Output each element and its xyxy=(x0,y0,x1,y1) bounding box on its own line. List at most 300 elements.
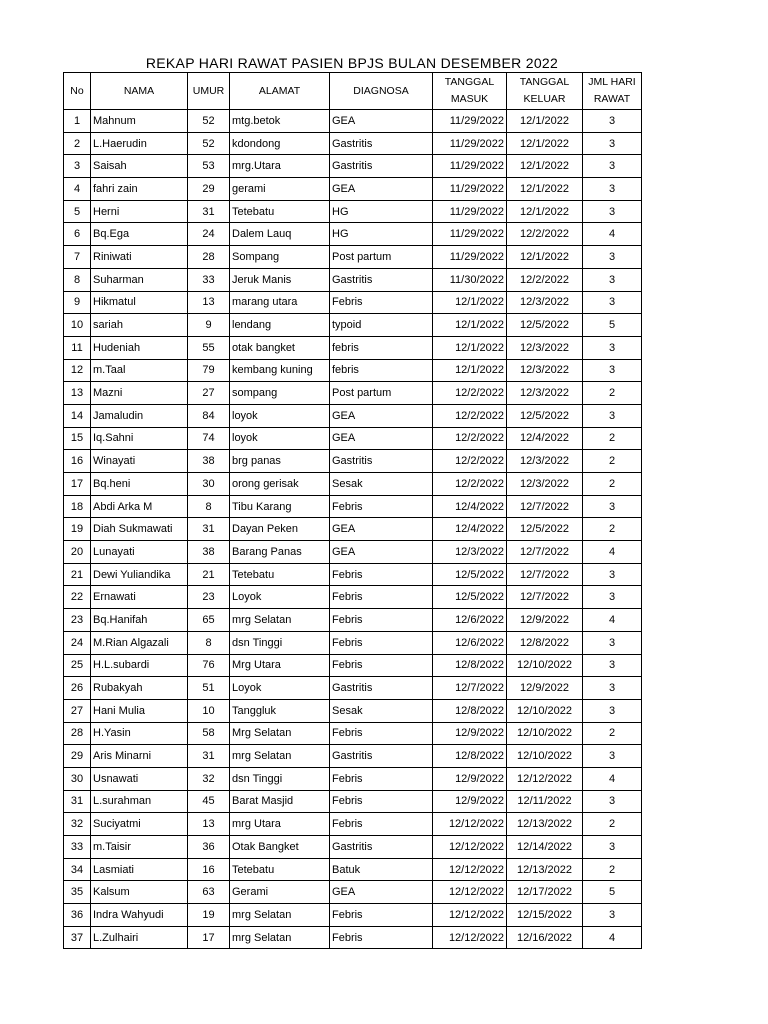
table-row xyxy=(64,382,642,405)
cell-nama: L.surahman xyxy=(91,790,188,813)
cell-umur: 63 xyxy=(188,881,230,904)
cell-umur: 31 xyxy=(188,745,230,768)
table-row xyxy=(64,654,642,677)
cell-jml-hari-rawat: 3 xyxy=(583,563,642,586)
table-header xyxy=(64,73,642,110)
cell-diagnosa: Febris xyxy=(330,586,433,609)
cell-alamat: mrg Utara xyxy=(230,813,330,836)
cell-jml-hari-rawat: 5 xyxy=(583,314,642,337)
cell-diagnosa: GEA xyxy=(330,881,433,904)
cell-alamat: Loyok xyxy=(230,586,330,609)
cell-nama: m.Taisir xyxy=(91,836,188,859)
cell-diagnosa: Febris xyxy=(330,722,433,745)
cell-alamat: orong gerisak xyxy=(230,473,330,496)
table-row xyxy=(64,314,642,337)
cell-no: 34 xyxy=(64,858,91,881)
cell-diagnosa: Febris xyxy=(330,813,433,836)
cell-jml-hari-rawat: 2 xyxy=(583,858,642,881)
cell-umur: 17 xyxy=(188,926,230,949)
cell-diagnosa: HG xyxy=(330,200,433,223)
cell-tanggal-keluar: 12/17/2022 xyxy=(507,881,583,904)
cell-no: 27 xyxy=(64,699,91,722)
cell-alamat: Dayan Peken xyxy=(230,518,330,541)
cell-nama: Rubakyah xyxy=(91,677,188,700)
cell-tanggal-masuk: 12/5/2022 xyxy=(433,563,507,586)
cell-umur: 30 xyxy=(188,473,230,496)
header-tanggal-keluar-line2: KELUAR xyxy=(523,93,566,105)
cell-tanggal-keluar: 12/3/2022 xyxy=(507,473,583,496)
cell-jml-hari-rawat: 3 xyxy=(583,495,642,518)
table-row xyxy=(64,881,642,904)
cell-alamat: Tetebatu xyxy=(230,200,330,223)
cell-jml-hari-rawat: 3 xyxy=(583,246,642,269)
cell-tanggal-masuk: 11/29/2022 xyxy=(433,223,507,246)
cell-tanggal-masuk: 12/2/2022 xyxy=(433,427,507,450)
cell-tanggal-keluar: 12/1/2022 xyxy=(507,132,583,155)
cell-jml-hari-rawat: 2 xyxy=(583,427,642,450)
cell-jml-hari-rawat: 2 xyxy=(583,382,642,405)
cell-nama: Aris Minarni xyxy=(91,745,188,768)
cell-umur: 52 xyxy=(188,132,230,155)
cell-umur: 28 xyxy=(188,246,230,269)
cell-tanggal-keluar: 12/4/2022 xyxy=(507,427,583,450)
cell-jml-hari-rawat: 4 xyxy=(583,609,642,632)
cell-tanggal-masuk: 12/9/2022 xyxy=(433,767,507,790)
cell-alamat: Tetebatu xyxy=(230,858,330,881)
cell-diagnosa: Batuk xyxy=(330,858,433,881)
cell-nama: Herni xyxy=(91,200,188,223)
cell-jml-hari-rawat: 3 xyxy=(583,404,642,427)
cell-no: 2 xyxy=(64,132,91,155)
cell-no: 14 xyxy=(64,404,91,427)
cell-jml-hari-rawat: 5 xyxy=(583,881,642,904)
cell-jml-hari-rawat: 2 xyxy=(583,473,642,496)
header-diagnosa: DIAGNOSA xyxy=(330,73,433,110)
cell-nama: M.Rian Algazali xyxy=(91,631,188,654)
table-row xyxy=(64,926,642,949)
cell-tanggal-keluar: 12/3/2022 xyxy=(507,336,583,359)
cell-tanggal-keluar: 12/1/2022 xyxy=(507,246,583,269)
cell-umur: 58 xyxy=(188,722,230,745)
cell-nama: Usnawati xyxy=(91,767,188,790)
cell-no: 11 xyxy=(64,336,91,359)
cell-nama: Bq.Ega xyxy=(91,223,188,246)
cell-tanggal-keluar: 12/5/2022 xyxy=(507,404,583,427)
cell-nama: Hikmatul xyxy=(91,291,188,314)
cell-tanggal-keluar: 12/8/2022 xyxy=(507,631,583,654)
table-row xyxy=(64,246,642,269)
cell-diagnosa: Febris xyxy=(330,291,433,314)
cell-alamat: loyok xyxy=(230,427,330,450)
cell-umur: 79 xyxy=(188,359,230,382)
cell-umur: 32 xyxy=(188,767,230,790)
cell-tanggal-masuk: 12/1/2022 xyxy=(433,291,507,314)
cell-jml-hari-rawat: 3 xyxy=(583,904,642,927)
cell-tanggal-masuk: 12/3/2022 xyxy=(433,541,507,564)
table-body xyxy=(64,110,642,949)
cell-umur: 24 xyxy=(188,223,230,246)
table-row xyxy=(64,450,642,473)
cell-umur: 31 xyxy=(188,200,230,223)
cell-alamat: Barat Masjid xyxy=(230,790,330,813)
cell-no: 31 xyxy=(64,790,91,813)
cell-alamat: dsn Tinggi xyxy=(230,631,330,654)
cell-alamat: mtg.betok xyxy=(230,110,330,133)
cell-no: 23 xyxy=(64,609,91,632)
cell-tanggal-masuk: 11/29/2022 xyxy=(433,200,507,223)
cell-jml-hari-rawat: 3 xyxy=(583,790,642,813)
cell-tanggal-keluar: 12/5/2022 xyxy=(507,518,583,541)
cell-tanggal-keluar: 12/13/2022 xyxy=(507,813,583,836)
cell-tanggal-masuk: 12/2/2022 xyxy=(433,382,507,405)
cell-diagnosa: Gastritis xyxy=(330,132,433,155)
table-row xyxy=(64,722,642,745)
cell-tanggal-masuk: 12/1/2022 xyxy=(433,359,507,382)
cell-nama: Lasmiati xyxy=(91,858,188,881)
cell-tanggal-keluar: 12/11/2022 xyxy=(507,790,583,813)
cell-tanggal-keluar: 12/3/2022 xyxy=(507,359,583,382)
cell-diagnosa: Gastritis xyxy=(330,268,433,291)
cell-tanggal-masuk: 11/29/2022 xyxy=(433,178,507,201)
cell-jml-hari-rawat: 4 xyxy=(583,541,642,564)
cell-nama: Saisah xyxy=(91,155,188,178)
table-row xyxy=(64,223,642,246)
cell-tanggal-keluar: 12/7/2022 xyxy=(507,586,583,609)
cell-alamat: loyok xyxy=(230,404,330,427)
cell-alamat: mrg.Utara xyxy=(230,155,330,178)
cell-diagnosa: Febris xyxy=(330,609,433,632)
cell-diagnosa: Gastritis xyxy=(330,677,433,700)
cell-no: 26 xyxy=(64,677,91,700)
cell-alamat: dsn Tinggi xyxy=(230,767,330,790)
page-title: REKAP HARI RAWAT PASIEN BPJS BULAN DESEMBER 2022 xyxy=(145,55,559,71)
cell-no: 20 xyxy=(64,541,91,564)
cell-diagnosa: Gastritis xyxy=(330,155,433,178)
cell-no: 13 xyxy=(64,382,91,405)
cell-no: 25 xyxy=(64,654,91,677)
cell-tanggal-keluar: 12/3/2022 xyxy=(507,291,583,314)
cell-alamat: Tetebatu xyxy=(230,563,330,586)
cell-umur: 53 xyxy=(188,155,230,178)
cell-jml-hari-rawat: 3 xyxy=(583,178,642,201)
cell-nama: Abdi Arka M xyxy=(91,495,188,518)
cell-jml-hari-rawat: 2 xyxy=(583,813,642,836)
cell-diagnosa: GEA xyxy=(330,404,433,427)
header-tanggal-keluar-line1: TANGGAL xyxy=(519,76,570,88)
cell-tanggal-masuk: 12/12/2022 xyxy=(433,904,507,927)
cell-jml-hari-rawat: 3 xyxy=(583,359,642,382)
table-row xyxy=(64,132,642,155)
cell-tanggal-keluar: 12/1/2022 xyxy=(507,155,583,178)
cell-diagnosa: febris xyxy=(330,336,433,359)
cell-nama: Ernawati xyxy=(91,586,188,609)
cell-tanggal-masuk: 12/12/2022 xyxy=(433,813,507,836)
cell-alamat: mrg Selatan xyxy=(230,609,330,632)
cell-jml-hari-rawat: 3 xyxy=(583,268,642,291)
cell-tanggal-keluar: 12/10/2022 xyxy=(507,699,583,722)
cell-nama: Indra Wahyudi xyxy=(91,904,188,927)
table-row xyxy=(64,291,642,314)
cell-umur: 8 xyxy=(188,495,230,518)
cell-tanggal-masuk: 12/2/2022 xyxy=(433,473,507,496)
cell-jml-hari-rawat: 4 xyxy=(583,767,642,790)
cell-nama: Mahnum xyxy=(91,110,188,133)
cell-no: 33 xyxy=(64,836,91,859)
cell-diagnosa: GEA xyxy=(330,427,433,450)
table-row xyxy=(64,745,642,768)
cell-no: 24 xyxy=(64,631,91,654)
cell-alamat: mrg Selatan xyxy=(230,904,330,927)
cell-tanggal-keluar: 12/1/2022 xyxy=(507,200,583,223)
cell-diagnosa: Febris xyxy=(330,790,433,813)
table-row xyxy=(64,563,642,586)
header-nama: NAMA xyxy=(91,73,188,110)
cell-jml-hari-rawat: 3 xyxy=(583,132,642,155)
table-row xyxy=(64,813,642,836)
cell-alamat: gerami xyxy=(230,178,330,201)
header-umur: UMUR xyxy=(188,73,230,110)
cell-tanggal-keluar: 12/3/2022 xyxy=(507,382,583,405)
cell-tanggal-keluar: 12/7/2022 xyxy=(507,495,583,518)
cell-nama: Bq.heni xyxy=(91,473,188,496)
cell-no: 16 xyxy=(64,450,91,473)
cell-umur: 21 xyxy=(188,563,230,586)
cell-diagnosa: GEA xyxy=(330,110,433,133)
cell-no: 1 xyxy=(64,110,91,133)
cell-jml-hari-rawat: 2 xyxy=(583,722,642,745)
cell-tanggal-masuk: 12/6/2022 xyxy=(433,631,507,654)
cell-no: 21 xyxy=(64,563,91,586)
cell-nama: Iq.Sahni xyxy=(91,427,188,450)
cell-jml-hari-rawat: 3 xyxy=(583,586,642,609)
cell-tanggal-masuk: 12/4/2022 xyxy=(433,495,507,518)
cell-diagnosa: Febris xyxy=(330,631,433,654)
cell-tanggal-masuk: 12/9/2022 xyxy=(433,722,507,745)
cell-alamat: Mrg Utara xyxy=(230,654,330,677)
cell-no: 18 xyxy=(64,495,91,518)
cell-alamat: mrg Selatan xyxy=(230,926,330,949)
cell-tanggal-masuk: 12/12/2022 xyxy=(433,836,507,859)
cell-umur: 84 xyxy=(188,404,230,427)
cell-nama: m.Taal xyxy=(91,359,188,382)
table-row xyxy=(64,836,642,859)
cell-umur: 8 xyxy=(188,631,230,654)
cell-diagnosa: Febris xyxy=(330,654,433,677)
cell-tanggal-keluar: 12/3/2022 xyxy=(507,450,583,473)
cell-umur: 31 xyxy=(188,518,230,541)
cell-alamat: brg panas xyxy=(230,450,330,473)
table-row xyxy=(64,178,642,201)
cell-no: 4 xyxy=(64,178,91,201)
table-row xyxy=(64,586,642,609)
cell-nama: Suharman xyxy=(91,268,188,291)
header-tanggal-masuk-line1: TANGGAL xyxy=(444,76,495,88)
cell-no: 30 xyxy=(64,767,91,790)
cell-alamat: mrg Selatan xyxy=(230,745,330,768)
table-row xyxy=(64,518,642,541)
cell-nama: Winayati xyxy=(91,450,188,473)
cell-diagnosa: Gastritis xyxy=(330,745,433,768)
cell-jml-hari-rawat: 2 xyxy=(583,450,642,473)
cell-tanggal-masuk: 12/1/2022 xyxy=(433,314,507,337)
cell-tanggal-keluar: 12/2/2022 xyxy=(507,223,583,246)
cell-diagnosa: Febris xyxy=(330,495,433,518)
cell-no: 7 xyxy=(64,246,91,269)
cell-nama: sariah xyxy=(91,314,188,337)
header-row xyxy=(64,73,642,110)
cell-nama: fahri zain xyxy=(91,178,188,201)
cell-umur: 27 xyxy=(188,382,230,405)
cell-tanggal-keluar: 12/9/2022 xyxy=(507,677,583,700)
cell-tanggal-masuk: 11/29/2022 xyxy=(433,155,507,178)
cell-tanggal-keluar: 12/10/2022 xyxy=(507,722,583,745)
cell-umur: 19 xyxy=(188,904,230,927)
cell-diagnosa: Post partum xyxy=(330,246,433,269)
cell-tanggal-masuk: 12/2/2022 xyxy=(433,450,507,473)
cell-tanggal-masuk: 11/30/2022 xyxy=(433,268,507,291)
cell-diagnosa: Sesak xyxy=(330,473,433,496)
cell-alamat: kembang kuning xyxy=(230,359,330,382)
header-jml-hari-rawat xyxy=(583,73,642,110)
cell-alamat: Tanggluk xyxy=(230,699,330,722)
cell-alamat: Otak Bangket xyxy=(230,836,330,859)
table-row xyxy=(64,110,642,133)
cell-nama: H.Yasin xyxy=(91,722,188,745)
cell-umur: 36 xyxy=(188,836,230,859)
cell-no: 5 xyxy=(64,200,91,223)
header-alamat: ALAMAT xyxy=(230,73,330,110)
cell-no: 6 xyxy=(64,223,91,246)
header-tanggal-keluar xyxy=(507,73,583,110)
cell-no: 32 xyxy=(64,813,91,836)
cell-tanggal-masuk: 12/12/2022 xyxy=(433,858,507,881)
cell-jml-hari-rawat: 3 xyxy=(583,200,642,223)
cell-no: 8 xyxy=(64,268,91,291)
table-row xyxy=(64,790,642,813)
cell-tanggal-masuk: 12/5/2022 xyxy=(433,586,507,609)
cell-tanggal-keluar: 12/9/2022 xyxy=(507,609,583,632)
cell-jml-hari-rawat: 3 xyxy=(583,631,642,654)
cell-diagnosa: typoid xyxy=(330,314,433,337)
cell-diagnosa: febris xyxy=(330,359,433,382)
header-jml-hari-rawat-line2: RAWAT xyxy=(593,93,631,105)
cell-jml-hari-rawat: 4 xyxy=(583,926,642,949)
cell-jml-hari-rawat: 2 xyxy=(583,518,642,541)
header-tanggal-masuk xyxy=(433,73,507,110)
cell-tanggal-keluar: 12/2/2022 xyxy=(507,268,583,291)
table-row xyxy=(64,336,642,359)
cell-jml-hari-rawat: 3 xyxy=(583,291,642,314)
cell-nama: Hani Mulia xyxy=(91,699,188,722)
table-row xyxy=(64,904,642,927)
cell-umur: 33 xyxy=(188,268,230,291)
cell-no: 19 xyxy=(64,518,91,541)
cell-tanggal-keluar: 12/7/2022 xyxy=(507,563,583,586)
cell-nama: Jamaludin xyxy=(91,404,188,427)
cell-no: 29 xyxy=(64,745,91,768)
cell-umur: 13 xyxy=(188,813,230,836)
cell-nama: Hudeniah xyxy=(91,336,188,359)
cell-diagnosa: Post partum xyxy=(330,382,433,405)
cell-jml-hari-rawat: 3 xyxy=(583,336,642,359)
cell-nama: Suciyatmi xyxy=(91,813,188,836)
cell-alamat: Mrg Selatan xyxy=(230,722,330,745)
cell-jml-hari-rawat: 3 xyxy=(583,155,642,178)
cell-alamat: Gerami xyxy=(230,881,330,904)
cell-umur: 52 xyxy=(188,110,230,133)
cell-no: 10 xyxy=(64,314,91,337)
cell-umur: 65 xyxy=(188,609,230,632)
cell-tanggal-masuk: 11/29/2022 xyxy=(433,246,507,269)
cell-alamat: sompang xyxy=(230,382,330,405)
cell-diagnosa: Febris xyxy=(330,563,433,586)
cell-diagnosa: GEA xyxy=(330,178,433,201)
cell-tanggal-masuk: 12/1/2022 xyxy=(433,336,507,359)
cell-umur: 38 xyxy=(188,541,230,564)
table-row xyxy=(64,541,642,564)
cell-umur: 29 xyxy=(188,178,230,201)
table-row xyxy=(64,677,642,700)
table-row xyxy=(64,404,642,427)
cell-tanggal-masuk: 12/8/2022 xyxy=(433,745,507,768)
cell-tanggal-masuk: 12/7/2022 xyxy=(433,677,507,700)
cell-no: 28 xyxy=(64,722,91,745)
cell-tanggal-masuk: 12/12/2022 xyxy=(433,926,507,949)
cell-tanggal-masuk: 12/8/2022 xyxy=(433,654,507,677)
cell-alamat: Sompang xyxy=(230,246,330,269)
table-row xyxy=(64,609,642,632)
cell-umur: 76 xyxy=(188,654,230,677)
cell-alamat: lendang xyxy=(230,314,330,337)
cell-alamat: Tibu Karang xyxy=(230,495,330,518)
cell-nama: Dewi Yuliandika xyxy=(91,563,188,586)
table-row xyxy=(64,427,642,450)
cell-diagnosa: GEA xyxy=(330,518,433,541)
header-jml-hari-rawat-line1: JML HARI xyxy=(588,76,636,88)
cell-no: 35 xyxy=(64,881,91,904)
cell-umur: 10 xyxy=(188,699,230,722)
cell-nama: L.Haerudin xyxy=(91,132,188,155)
cell-nama: Kalsum xyxy=(91,881,188,904)
cell-diagnosa: Febris xyxy=(330,904,433,927)
table-row xyxy=(64,767,642,790)
cell-tanggal-keluar: 12/14/2022 xyxy=(507,836,583,859)
table-row xyxy=(64,268,642,291)
cell-no: 37 xyxy=(64,926,91,949)
cell-diagnosa: Febris xyxy=(330,926,433,949)
patient-recap-table xyxy=(63,72,642,949)
cell-umur: 16 xyxy=(188,858,230,881)
cell-no: 17 xyxy=(64,473,91,496)
cell-jml-hari-rawat: 4 xyxy=(583,223,642,246)
table-row xyxy=(64,699,642,722)
cell-tanggal-keluar: 12/10/2022 xyxy=(507,654,583,677)
cell-tanggal-keluar: 12/1/2022 xyxy=(507,110,583,133)
cell-nama: Diah Sukmawati xyxy=(91,518,188,541)
cell-diagnosa: GEA xyxy=(330,541,433,564)
cell-nama: Lunayati xyxy=(91,541,188,564)
cell-alamat: Loyok xyxy=(230,677,330,700)
cell-umur: 55 xyxy=(188,336,230,359)
cell-tanggal-masuk: 12/9/2022 xyxy=(433,790,507,813)
cell-jml-hari-rawat: 3 xyxy=(583,699,642,722)
cell-no: 22 xyxy=(64,586,91,609)
header-no: No xyxy=(64,73,91,110)
cell-diagnosa: Sesak xyxy=(330,699,433,722)
cell-jml-hari-rawat: 3 xyxy=(583,110,642,133)
table-row xyxy=(64,155,642,178)
cell-umur: 9 xyxy=(188,314,230,337)
